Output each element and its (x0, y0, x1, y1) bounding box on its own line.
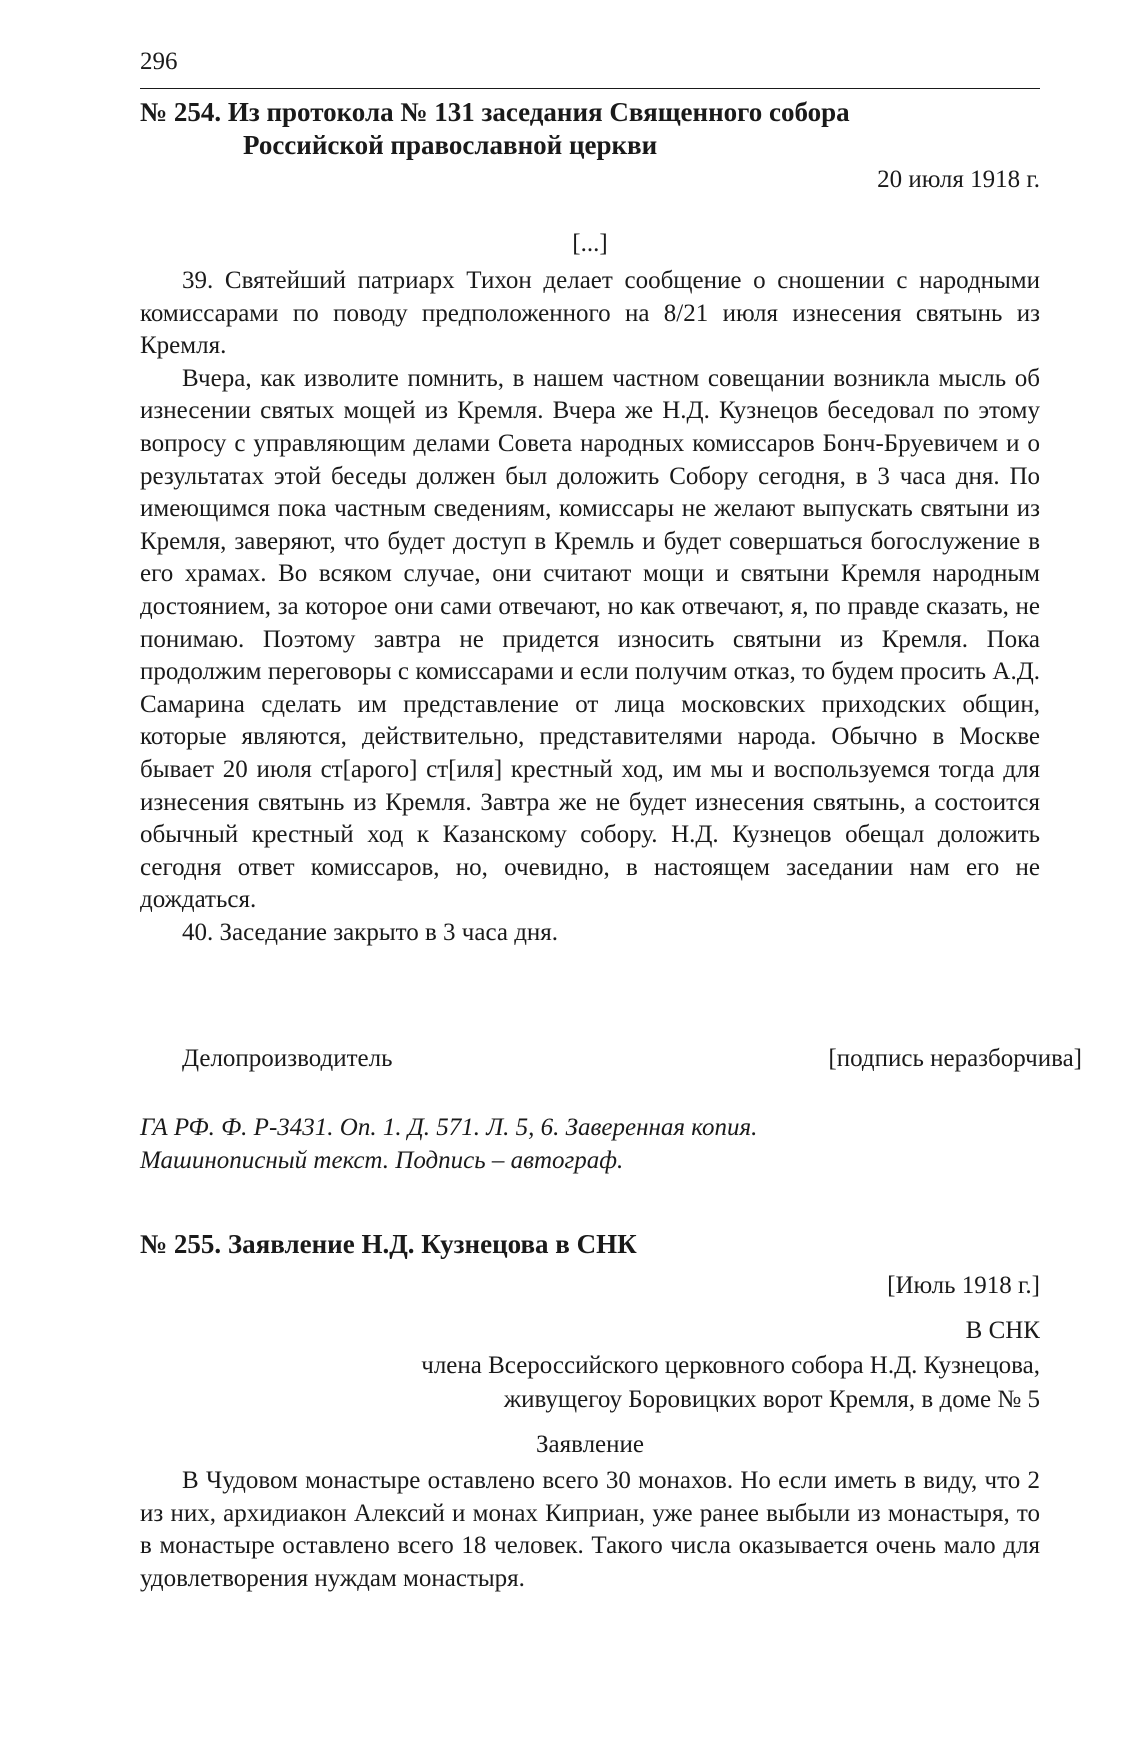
archival-reference (140, 1111, 1040, 1177)
signature-note: [подпись неразборчива] (828, 1045, 1082, 1072)
doc-255-body (140, 1465, 1040, 1595)
archival-line: Машинописный текст. Подпись – автограф. (140, 1147, 624, 1174)
signature-row (140, 1045, 1082, 1073)
paragraph: Вчера, как изволите помнить, в нашем частном совещании возникла мысль об изнесении святых мощей из Кремля. Вчера же Н.Д. Кузнецов беседовал по этому вопросу с управляющим делами Совета народных комиссаров Бонч-Бруевичем и о результатах этой беседы должен был доложить Собору сегодня, в 3 часа дня. По имеющимся пока частным сведениям, комиссары не желают выпускать святыни из Кремля, заверяют, что будет доступ в Кремль и будет совершаться богослужение в его храмах. Во всяком случае, они считают мощи и святыни Кремля народным достоянием, за которое они сами отвечают, но как отвечают, я, по правде сказать, не понимаю. Поэтому завтра не придется износить святыни из Кремля. Пока продолжим переговоры с комиссарами и если получим отказ, то будем просить А.Д. Самарина сделать им представление от лица московских приходских общин, которые являются, действительно, представителями народа. Обычно в Москве бывает 20 июля ст[арого] ст[иля] крестный ход, им мы и воспользуемся тогда для изнесения святынь из Кремля. Завтра же не будет изнесения святынь, а состоится обычный крестный ход к Казанскому собору. Н.Д. Кузнецов обещал доложить сегодня ответ комиссаров, но, очевидно, в настоящем заседании нам его не дождаться. (140, 364, 1040, 914)
omission-mark: [...] (572, 230, 608, 257)
doc-255-heading: № 255. Заявление Н.Д. Кузнецова в СНК (140, 1229, 637, 1259)
doc-254-heading (140, 96, 1040, 162)
doc-255-date: [Июль 1918 г.] (887, 1272, 1040, 1299)
doc-254-date: 20 июля 1918 г. (877, 166, 1040, 193)
archival-line: ГА РФ. Ф. Р-3431. Оп. 1. Д. 571. Л. 5, 6. Заверенная копия. (140, 1114, 758, 1141)
paragraph: 39. Святейший патриарх Тихон делает сообщение о сношении с народными комиссарами по поводу предположенного на 8/21 июля изнесения святынь из Кремля. (140, 267, 1040, 360)
doc-254-heading-line1: № 254. Из протокола № 131 заседания Священного собора (140, 97, 850, 127)
paragraph: В Чудовом монастыре оставлено всего 30 монахов. Но если иметь в виду, что 2 из них, архидиакон Алексий и монах Киприан, уже ранее выбыли из монастыря, то в монастыре оставлено всего 18 человек. Такого числа оказывается очень мало для удовлетворения нуждам монастыря. (140, 1467, 1040, 1592)
page-number: 296 (140, 48, 178, 75)
addressee: В СНК (965, 1317, 1040, 1344)
sender-line: члена Всероссийского церковного собора Н.Д. Кузнецова, (421, 1352, 1040, 1379)
sender-line: живущегоу Боровицких ворот Кремля, в доме № 5 (503, 1386, 1040, 1413)
doc-type-label: Заявление (535, 1431, 645, 1458)
header-rule (140, 88, 1040, 89)
paragraph: 40. Заседание закрыто в 3 часа дня. (182, 918, 559, 946)
doc-254-heading-line2: Российской православной церкви (243, 130, 658, 160)
signer-role: Делопроизводитель (182, 1045, 393, 1072)
doc-254-body (140, 265, 1040, 949)
